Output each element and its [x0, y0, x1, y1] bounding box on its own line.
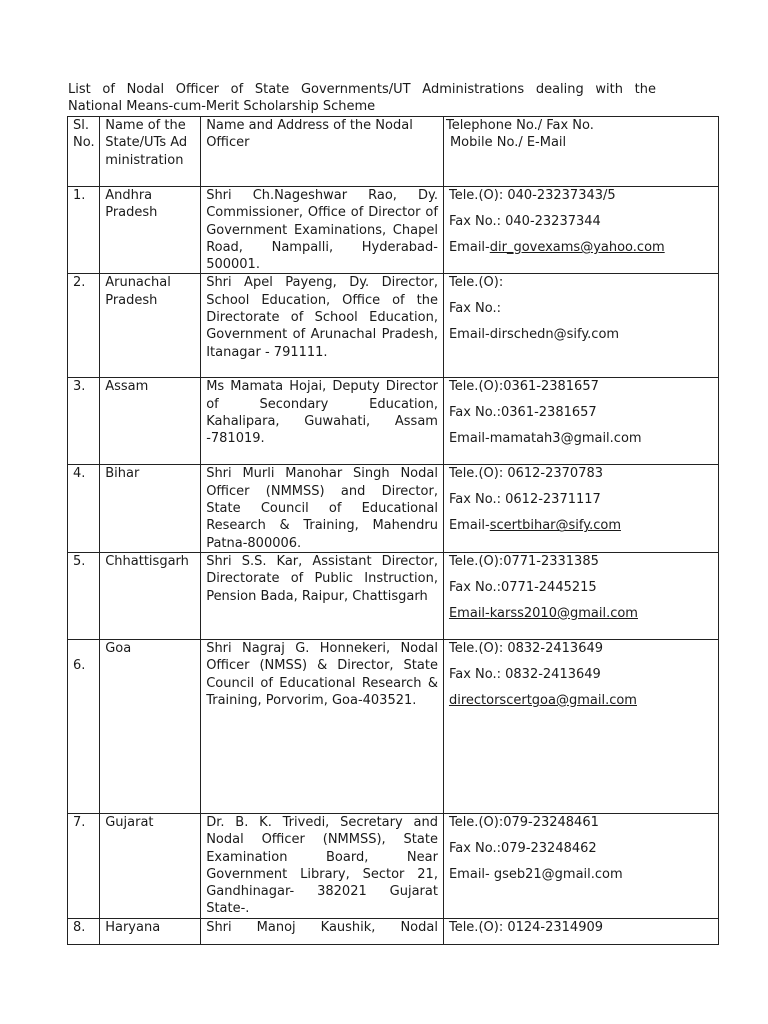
header-contact-line-2: Mobile No./ E-Mail	[449, 135, 567, 151]
row-telephone: Tele.(O):	[448, 275, 504, 291]
row-state-name: Assam	[100, 378, 201, 465]
row-state-name: Goa	[100, 639, 201, 813]
row-email-prefix: Email-	[448, 518, 490, 534]
row-telephone: Tele.(O):079-23248461	[448, 814, 599, 830]
row-contact	[443, 813, 718, 918]
row-email-link[interactable]: mamatah3@gmail.com	[489, 431, 642, 447]
row-sl-no: 8.	[68, 918, 100, 944]
row-fax: Fax No.:	[448, 301, 502, 317]
table-row	[68, 187, 719, 274]
row-telephone: Tele.(O): 0832-2413649	[448, 640, 604, 656]
row-email-link[interactable]: dir_govexams@yahoo.com	[489, 239, 665, 255]
header-state-name: Name of the State/UTs Administration	[100, 117, 201, 187]
row-fax: Fax No.: 040-23237344	[448, 213, 601, 229]
row-state-name: Andhra Pradesh	[100, 187, 201, 274]
row-telephone: Tele.(O): 0612-2370783	[448, 466, 604, 482]
row-email-line	[449, 605, 713, 622]
row-sl-no-text: 6.	[73, 657, 86, 673]
row-sl-no: 5.	[68, 552, 100, 639]
row-fax: Fax No.: 0612-2371117	[448, 492, 601, 508]
header-officer: Name and Address of the Nodal Officer	[201, 117, 444, 187]
header-sl-no: Sl. No.	[68, 117, 100, 187]
table-row	[68, 639, 719, 813]
row-officer-address-text: Shri Manoj Kaushik, Nodal	[206, 919, 438, 935]
page-title-line-1: List of Nodal Officer of State Governments/UT Administrations dealing with the	[68, 82, 656, 97]
row-officer-address: Shri Ch.Nageshwar Rao, Dy. Commissioner, Office of Director of Government Examinations, Chapel Road, Nampalli, Hyderabad-500001.	[201, 187, 444, 274]
row-telephone: Tele.(O):0361-2381657	[448, 379, 599, 395]
table-row	[68, 465, 719, 552]
row-email-link[interactable]: directorscertgoa@gmail.com	[448, 692, 637, 708]
table-row	[68, 552, 719, 639]
row-contact	[443, 552, 718, 639]
row-state-name: Haryana	[100, 918, 201, 944]
table-row	[68, 918, 719, 944]
row-contact	[443, 918, 718, 944]
row-officer-address: Shri Apel Payeng, Dy. Director, School Education, Office of the Directorate of School Education, Government of Arunachal Pradesh, Itanagar - 791111.	[201, 274, 444, 378]
row-sl-no: 3.	[68, 378, 100, 465]
header-contact	[443, 117, 718, 187]
row-state-name: Bihar	[100, 465, 201, 552]
table-header-row	[68, 117, 719, 187]
row-email-line	[449, 326, 713, 343]
row-officer-address: Shri S.S. Kar, Assistant Director, Directorate of Public Instruction, Pension Bada, Raipur, Chattisgarh	[201, 552, 444, 639]
page-title	[68, 81, 656, 116]
row-email-link[interactable]: scertbihar@sify.com	[489, 518, 621, 534]
row-sl-no: 1.	[68, 187, 100, 274]
row-officer-address: Shri Murli Manohar Singh Nodal Officer (NMMSS) and Director, State Council of Educational Research & Training, Mahendru Patna-800006.	[201, 465, 444, 552]
row-telephone: Tele.(O): 040-23237343/5	[448, 188, 616, 203]
row-email-link[interactable]: dirschedn@sify.com	[489, 327, 620, 343]
row-telephone: Tele.(O): 0124-2314909	[448, 919, 604, 935]
row-state-name: Gujarat	[100, 813, 201, 918]
row-sl-no: 7.	[68, 813, 100, 918]
header-contact-line-1: Telephone No./ Fax No.	[445, 118, 594, 133]
row-officer-address: Ms Mamata Hojai, Deputy Director of Secondary Education, Kahalipara, Guwahati, Assam -781019.	[201, 378, 444, 465]
row-fax: Fax No.: 0832-2413649	[448, 666, 601, 682]
table-row	[68, 274, 719, 378]
row-email-prefix: Email-	[448, 327, 490, 343]
nodal-officer-table	[67, 116, 719, 945]
row-sl-no: 2.	[68, 274, 100, 378]
row-email-prefix: Email-	[448, 239, 490, 255]
row-officer-address: Shri Nagraj G. Honnekeri, Nodal Officer (NMSS) & Director, State Council of Educational Research & Training, Porvorim, Goa-403521.	[201, 639, 444, 813]
row-email-link[interactable]: Email-karss2010@gmail.com	[448, 605, 638, 621]
row-sl-no	[68, 639, 100, 813]
row-email-line	[449, 239, 713, 256]
row-contact	[443, 378, 718, 465]
row-fax: Fax No.:0771-2445215	[448, 579, 597, 595]
row-contact	[443, 639, 718, 813]
row-email-line	[449, 866, 713, 883]
row-telephone: Tele.(O):0771-2331385	[448, 553, 599, 569]
row-email-line	[449, 517, 713, 534]
row-email-link[interactable]: gseb21@gmail.com	[493, 866, 623, 882]
row-fax: Fax No.:0361-2381657	[448, 405, 597, 421]
row-officer-address: Dr. B. K. Trivedi, Secretary and Nodal Officer (NMMSS), State Examination Board, Near Government Library, Sector 21, Gandhinagar- 382021 Gujarat State-.	[201, 813, 444, 918]
row-state-name: Chhattisgarh	[100, 552, 201, 639]
row-fax: Fax No.:079-23248462	[448, 840, 597, 856]
table-row	[68, 378, 719, 465]
row-email-line	[449, 430, 713, 447]
row-email-line	[449, 692, 713, 709]
row-officer-address	[201, 918, 444, 944]
row-contact	[443, 274, 718, 378]
row-state-name: Arunachal Pradesh	[100, 274, 201, 378]
row-sl-no: 4.	[68, 465, 100, 552]
row-email-prefix: Email-	[448, 431, 490, 447]
page-title-line-2: National Means-cum-Merit Scholarship Scheme	[68, 99, 376, 115]
row-contact	[443, 187, 718, 274]
row-email-prefix: Email-	[448, 866, 494, 882]
row-contact	[443, 465, 718, 552]
table-row	[68, 813, 719, 918]
